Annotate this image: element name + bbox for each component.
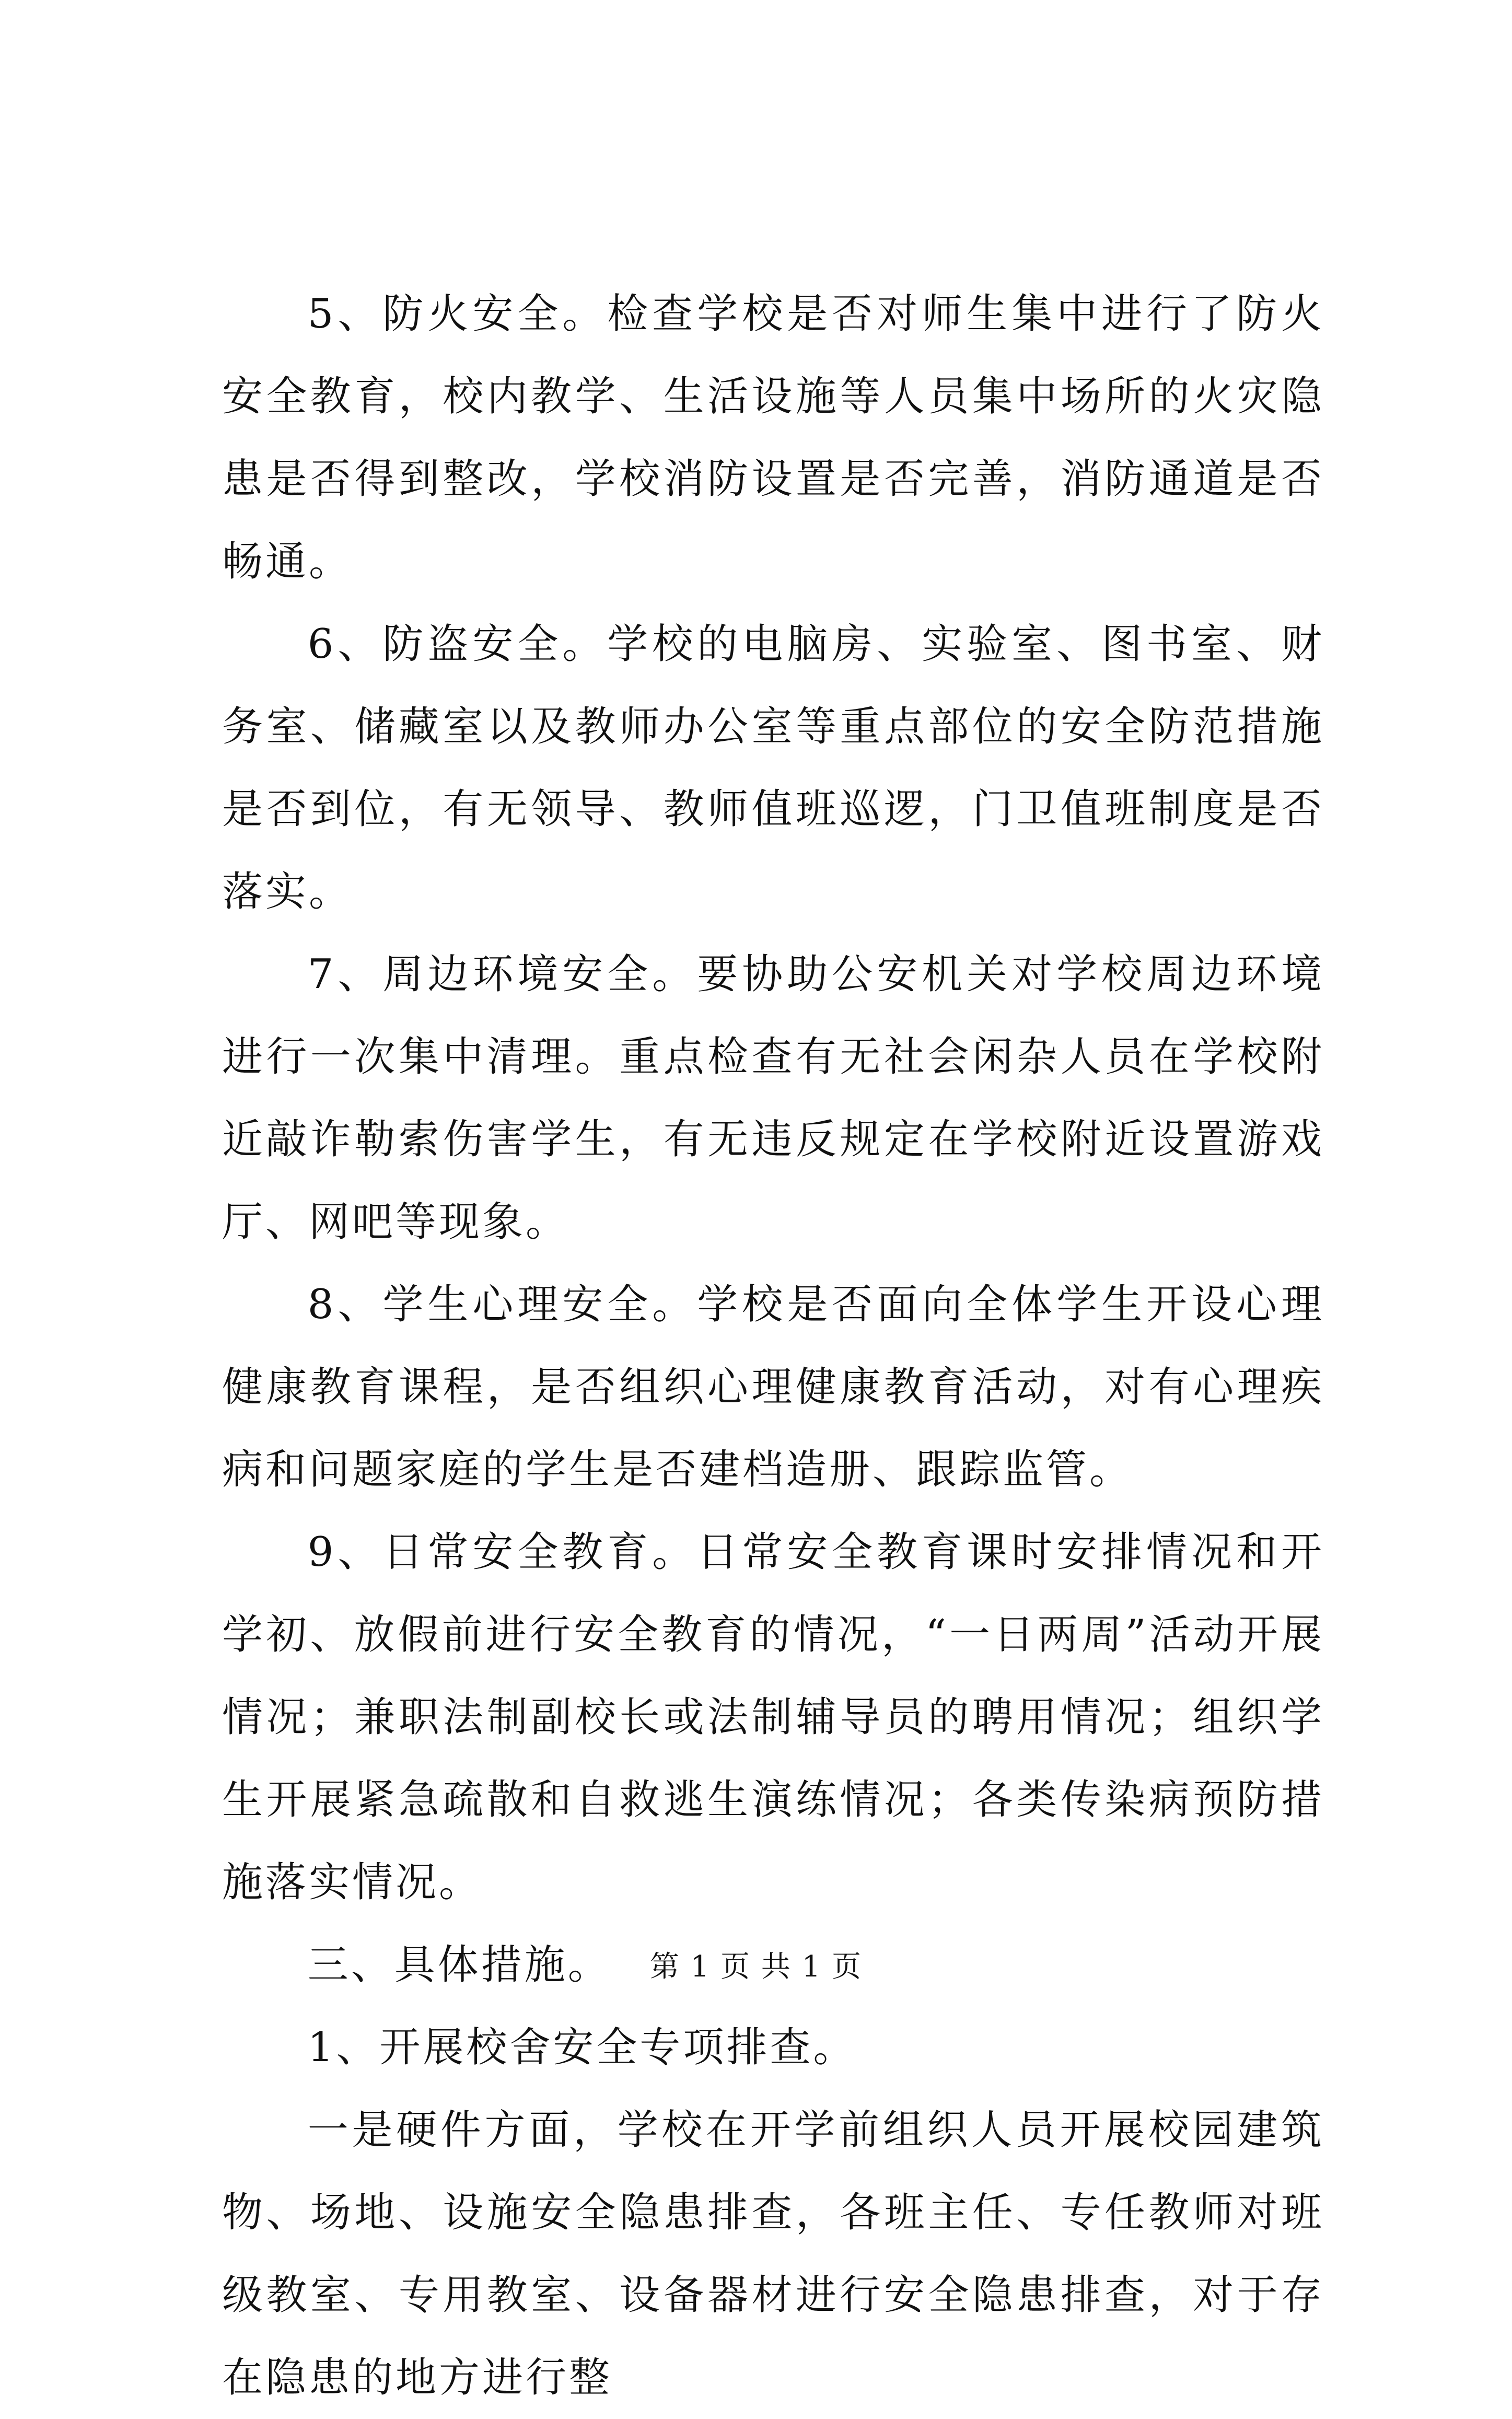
paragraph-hardware: 一是硬件方面，学校在开学前组织人员开展校园建筑物、场地、设施安全隐患排查，各班主任、专任教师对班级教室、专用教室、设备器材进行安全隐患排查，对于存在隐患的地方进行整 [222,2107,1324,2401]
paragraph-fire-safety: 5、防火安全。检查学校是否对师生集中进行了防火安全教育，校内教学、生活设施等人员集中场所的火灾隐患是否得到整改，学校消防设置是否完善，消防通道是否畅通。 [222,290,1324,585]
paragraph-psychological-safety: 8、学生心理安全。学校是否面向全体学生开设心理健康教育课程，是否组织心理健康教育活动，对有心理疾病和问题家庭的学生是否建档造册、跟踪监管。 [222,1281,1324,1493]
document-body [222,273,1324,2419]
section-heading-measures: 三、具体措施。 [307,1941,611,1988]
paragraph-surroundings-safety: 7、周边环境安全。要协助公安机关对学校周边环境进行一次集中清理。重点检查有无社会闲杂人员在学校附近敲诈勒索伤害学生，有无违反规定在学校附近设置游戏厅、网吧等现象。 [222,951,1324,1246]
paragraph-dormitory-inspection: 1、开展校舍安全专项排查。 [307,2024,857,2071]
page-number-footer: 第 1 页 共 1 页 [649,1950,863,1984]
paragraph-theft-prevention: 6、防盗安全。学校的电脑房、实验室、图书室、财务室、储藏室以及教师办公室等重点部位的安全防范措施是否到位，有无领导、教师值班巡逻，门卫值班制度是否落实。 [222,621,1324,915]
paragraph-daily-education: 9、日常安全教育。日常安全教育课时安排情况和开学初、放假前进行安全教育的情况，“一日两周”活动开展情况；兼职法制副校长或法制辅导员的聘用情况；组织学生开展紧急疏散和自救逃生演练情况；各类传染病预防措施落实情况。 [222,1529,1324,1906]
